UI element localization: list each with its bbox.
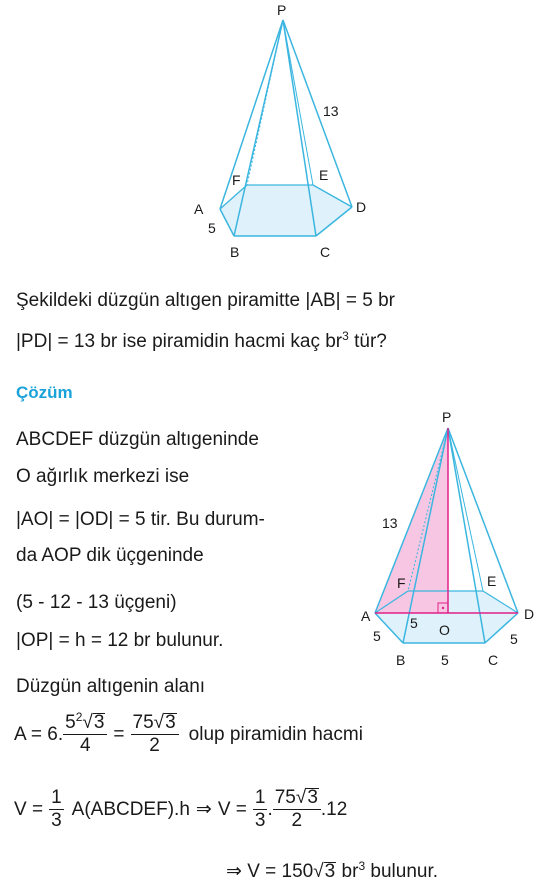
area-f1-exp: 2 — [75, 710, 83, 724]
vertex-f-1: F — [232, 172, 241, 188]
vol-f2-num: 1 — [254, 787, 266, 808]
vol-lhs: V = — [14, 798, 44, 820]
solution-line-1: ABCDEF düzgün altıgeninde — [16, 429, 259, 450]
vol-tail: .12 — [320, 798, 348, 820]
label-13-pa: 13 — [382, 515, 398, 531]
vertex-d-2: D — [524, 606, 535, 622]
vol-f3-root: 3 — [307, 787, 318, 808]
vertex-p-2: P — [442, 409, 452, 425]
question-line-1: Şekildeki düzgün altıgen piramitte |AB| = 5 br — [16, 290, 395, 311]
question-line-2-b: tür? — [348, 331, 387, 352]
solution-line-7: Düzgün altıgenin alanı — [16, 676, 206, 697]
sqrt-icon: √ — [313, 861, 324, 882]
solution-line-6: |OP| = h = 12 br bulunur. — [16, 630, 224, 651]
label-5-cd: 5 — [510, 631, 518, 647]
right-angle-dot — [442, 607, 444, 609]
vol-fraction-2 — [253, 787, 268, 832]
result-unit-exp: 3 — [358, 859, 366, 873]
pyramid-figure-2 — [340, 400, 547, 680]
result-unit: br — [336, 861, 359, 882]
sqrt-icon: √ — [153, 712, 165, 733]
sqrt-icon: √ — [295, 787, 307, 808]
vertex-e-2: E — [487, 573, 497, 589]
sqrt-icon: √ — [82, 712, 93, 733]
solution-heading: Çözüm — [16, 383, 73, 402]
label-5-bc: 5 — [441, 652, 449, 668]
vertex-d-1: D — [356, 199, 367, 215]
area-f2-den: 2 — [149, 735, 160, 756]
edge-pd-1 — [283, 20, 352, 207]
solution-line-5: (5 - 12 - 13 üçgeni) — [16, 592, 177, 613]
vertex-c-1: C — [320, 244, 331, 260]
vertex-b-1: B — [230, 244, 240, 260]
vol-f3-coef: 75 — [274, 787, 296, 808]
question-line-2 — [16, 331, 387, 353]
question-unit-exp: 3 — [342, 329, 349, 343]
solution-line-2: O ağırlık merkezi ise — [16, 466, 190, 487]
edge-pd-2 — [448, 428, 518, 613]
area-tail: olup piramidin hacmi — [188, 723, 363, 745]
solution-line-4: da AOP dik üçgeninde — [16, 545, 204, 566]
area-eq: = — [113, 723, 125, 745]
result-root: 3 — [324, 861, 336, 882]
vertex-f-2: F — [397, 575, 406, 591]
area-lhs: A = 6. — [14, 723, 64, 745]
vertex-a-2: A — [361, 608, 371, 624]
area-formula — [14, 712, 363, 757]
vol-f3-den: 2 — [291, 810, 303, 831]
edge-pe-2 — [448, 428, 483, 591]
area-f1-den: 4 — [79, 735, 91, 756]
pyramid-figure-1 — [0, 0, 547, 270]
vol-fraction-1 — [49, 787, 64, 832]
vertex-c-2: C — [488, 652, 499, 668]
vertex-o-2: O — [439, 622, 450, 638]
implies-arrow-icon: ⇒ — [226, 861, 242, 882]
question-line-2-a: |PD| = 13 br ise piramidin hacmi kaç br — [16, 331, 343, 352]
vertex-p-1: P — [277, 2, 287, 18]
solution-line-3: |AO| = |OD| = 5 tir. Bu durum- — [16, 509, 265, 530]
area-f1-base: 5 — [65, 712, 76, 733]
vol-f2-den: 3 — [254, 810, 266, 831]
result-text: V = 150 — [247, 861, 314, 882]
label-5-ab: 5 — [208, 220, 216, 236]
vol-dot: . — [267, 798, 273, 820]
label-5-ao: 5 — [410, 615, 418, 631]
edge-pa-1 — [220, 20, 283, 209]
vertex-a-1: A — [194, 201, 204, 217]
result-tail: bulunur. — [365, 861, 439, 882]
vol-mid: A(ABCDEF).h — [71, 798, 190, 820]
label-13-pd: 13 — [323, 103, 339, 119]
area-fraction-1 — [63, 712, 107, 757]
area-f2-root: 3 — [165, 712, 176, 733]
area-fraction-2 — [131, 712, 179, 757]
vol-v2: V = — [217, 798, 247, 820]
area-f1-root: 3 — [93, 712, 105, 733]
area-f2-coef: 75 — [132, 712, 154, 733]
vertex-b-2: B — [396, 652, 406, 668]
label-5-ab-2: 5 — [373, 628, 381, 644]
vol-fraction-3 — [273, 787, 321, 832]
implies-arrow-icon: ⇒ — [195, 798, 212, 820]
result-line — [226, 861, 438, 883]
vol-f1-num: 1 — [51, 787, 62, 808]
volume-formula — [14, 787, 347, 832]
vertex-e-1: E — [319, 167, 329, 183]
vol-f1-den: 3 — [51, 810, 62, 831]
